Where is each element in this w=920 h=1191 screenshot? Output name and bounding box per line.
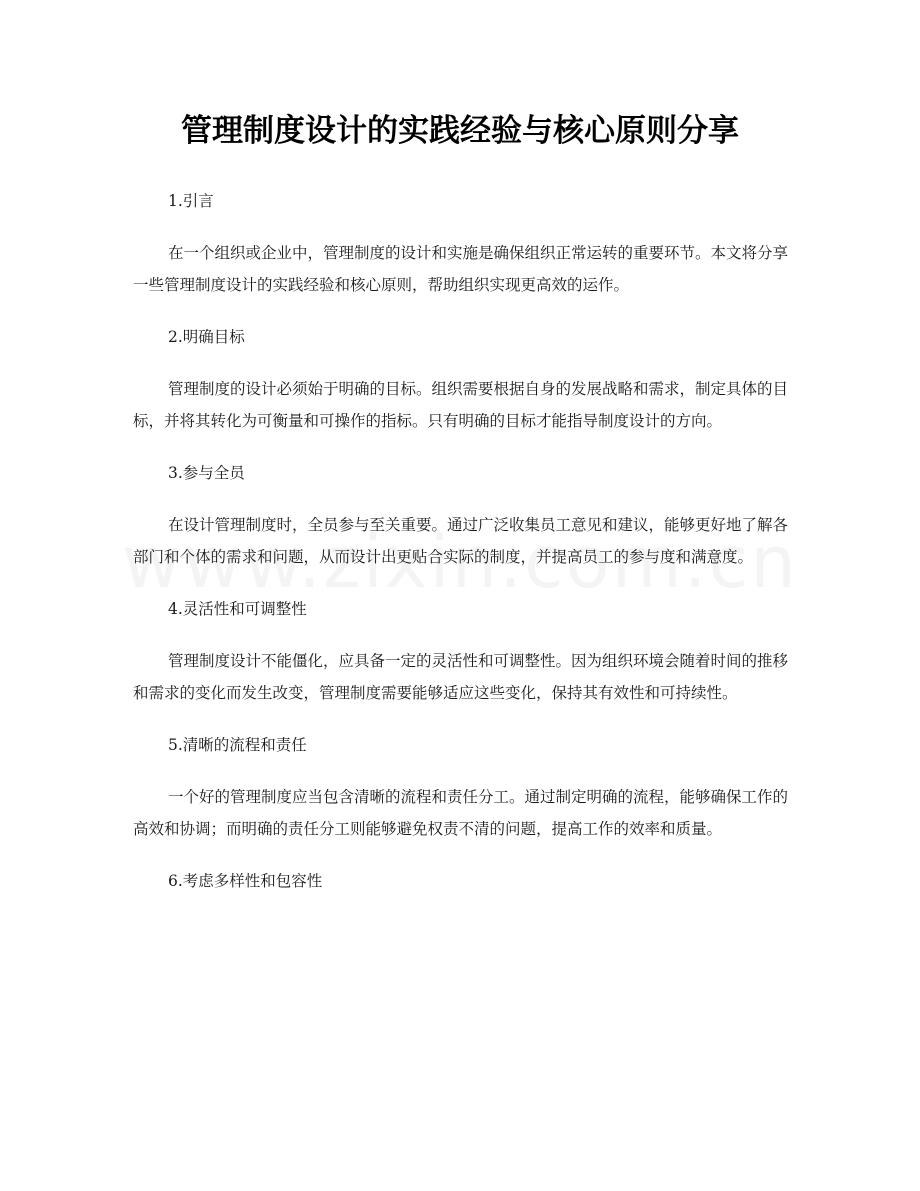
document-body (133, 185, 788, 917)
section-heading-process: 5.清晰的流程和责任 (168, 736, 307, 754)
section-heading-goals: 2.明确目标 (168, 328, 245, 346)
section-heading-flexibility: 4.灵活性和可调整性 (168, 600, 307, 618)
section-paragraph-flexibility: 管理制度设计不能僵化，应具备一定的灵活性和可调整性。因为组织环境会随着时间的推移和需求的变化而发生改变，管理制度需要能够适应这些变化，保持其有效性和可持续性。 (133, 652, 789, 702)
section-paragraph-goals: 管理制度的设计必须始于明确的目标。组织需要根据自身的发展战略和需求，制定具体的目标，并将其转化为可衡量和可操作的指标。只有明确的目标才能指导制度设计的方向。 (133, 380, 789, 430)
section-paragraph-process: 一个好的管理制度应当包含清晰的流程和责任分工。通过制定明确的流程，能够确保工作的高效和协调；而明确的责任分工则能够避免权责不清的问题，提高工作的效率和质量。 (133, 788, 789, 838)
section-heading-participation: 3.参与全员 (168, 464, 245, 482)
section-paragraph-participation: 在设计管理制度时，全员参与至关重要。通过广泛收集员工意见和建议，能够更好地了解各部门和个体的需求和问题，从而设计出更贴合实际的制度，并提高员工的参与度和满意度。 (133, 516, 789, 566)
section-heading-intro: 1.引言 (168, 192, 214, 210)
section-heading-diversity: 6.考虑多样性和包容性 (168, 872, 323, 890)
document-title: 管理制度设计的实践经验与核心原则分享 (181, 113, 739, 149)
section-paragraph-intro: 在一个组织或企业中，管理制度的设计和实施是确保组织正常运转的重要环节。本文将分享一些管理制度设计的实践经验和核心原则，帮助组织实现更高效的运作。 (133, 244, 789, 294)
